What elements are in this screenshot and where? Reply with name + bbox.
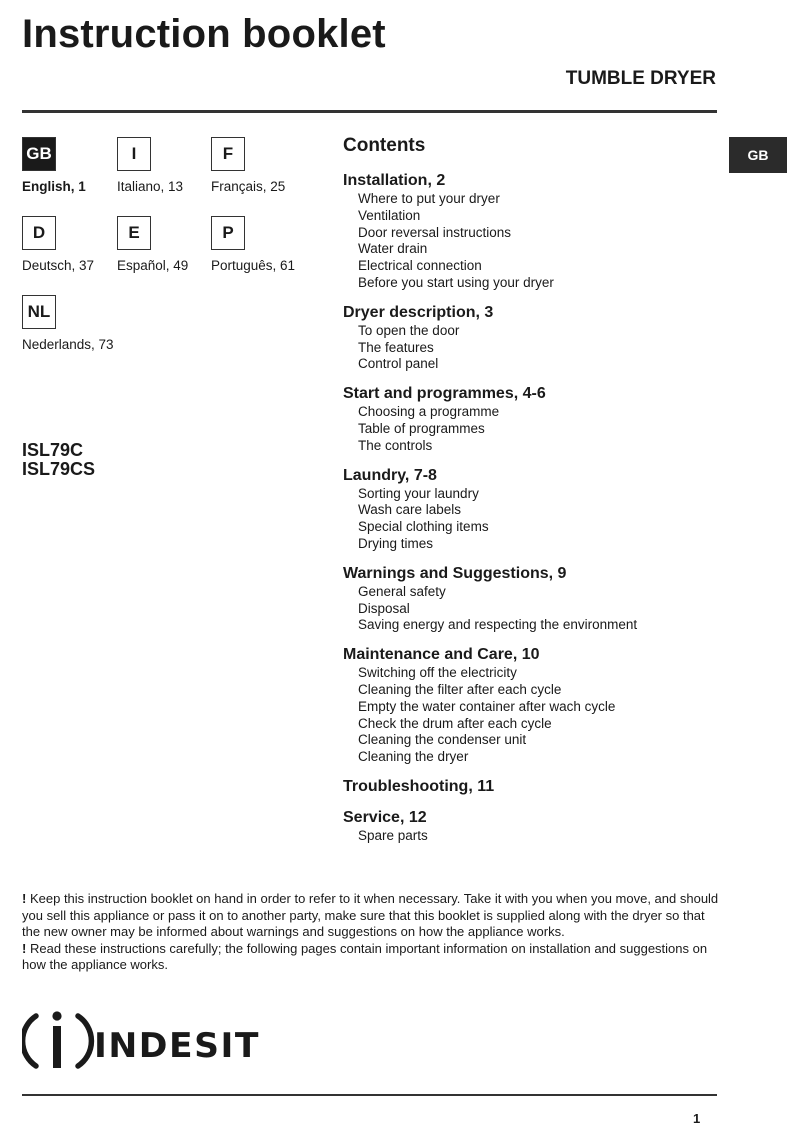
language-caption: English, 1 <box>22 179 86 194</box>
contents-section-title: Troubleshooting, 11 <box>343 777 495 795</box>
contents-item: General safety <box>358 583 446 599</box>
language-code-box: E <box>117 216 151 250</box>
contents-item: The features <box>358 339 434 355</box>
language-fr <box>211 137 285 194</box>
language-it <box>117 137 183 194</box>
contents-item: Where to put your dryer <box>358 191 500 206</box>
contents-section-title: Service, 12 <box>343 808 427 826</box>
contents-item: Saving energy and respecting the environment <box>358 617 638 633</box>
contents-item: Before you start using your dryer <box>358 274 554 290</box>
contents-section <box>343 384 723 454</box>
language-caption: Italiano, 13 <box>117 179 184 194</box>
contents-item: The controls <box>358 437 433 453</box>
model-number: ISL79CS <box>22 459 96 479</box>
language-caption: Français, 25 <box>211 179 286 194</box>
model-numbers <box>22 441 95 479</box>
contents-heading: Contents <box>343 135 426 156</box>
notice-paragraph: ! Read these instructions carefully; the following pages contain important information on installation and suggestions on how the appliance works. <box>22 940 708 973</box>
contents-item: Drying times <box>358 535 434 551</box>
contents-item: Sorting your laundry <box>358 485 479 501</box>
contents-item: Switching off the electricity <box>358 665 517 681</box>
language-caption: Nederlands, 73 <box>22 337 114 352</box>
exclamation-icon: ! <box>22 891 27 906</box>
indesit-logo <box>22 1006 267 1076</box>
contents-item: Special clothing items <box>358 519 489 535</box>
language-gb <box>22 137 86 194</box>
contents-item: Control panel <box>358 356 439 372</box>
contents-section-title: Laundry, 7-8 <box>343 466 437 484</box>
contents-item: To open the door <box>358 322 460 338</box>
contents-item: Door reversal instructions <box>358 224 512 240</box>
contents-item: Ventilation <box>358 207 421 223</box>
contents-section-title: Start and programmes, 4-6 <box>343 385 546 403</box>
notice-text <box>22 891 722 974</box>
contents-section <box>343 171 723 292</box>
indesit-logo-text: INDESIT <box>94 1026 260 1066</box>
contents-item: Spare parts <box>358 827 428 843</box>
language-code-box: GB <box>22 137 56 171</box>
contents-section-title: Warnings and Suggestions, 9 <box>343 564 567 582</box>
contents-section <box>343 303 723 373</box>
bottom-divider <box>22 1094 717 1096</box>
contents-item: Table of programmes <box>358 420 485 436</box>
indesit-logo-icon <box>23 1011 92 1068</box>
contents-section-title: Dryer description, 3 <box>343 303 494 321</box>
document-subtitle: TUMBLE DRYER <box>565 68 716 89</box>
language-code-box: NL <box>22 295 56 329</box>
language-nl <box>22 295 114 352</box>
model-number: ISL79C <box>22 440 84 460</box>
contents-section <box>343 777 723 797</box>
contents-section <box>343 808 723 845</box>
notice-paragraph: ! Keep this instruction booklet on hand in order to refer to it when necessary. Take it with you when you move, and should you sell this appliance or pass it on to another party, make sure that this booklet is supplied along with the dryer so that the new owner may be informed about warnings and suggestions on how the appliance works. <box>22 891 719 940</box>
contents-item: Wash care labels <box>358 502 462 518</box>
language-es <box>117 216 188 273</box>
page-number: 1 <box>693 1111 701 1126</box>
contents-section <box>343 564 723 634</box>
language-code-box: P <box>211 216 245 250</box>
contents-item: Cleaning the dryer <box>358 749 469 765</box>
language-code-box: I <box>117 137 151 171</box>
contents-section-title: Installation, 2 <box>343 172 446 189</box>
language-code-box: D <box>22 216 56 250</box>
language-pt <box>211 216 295 273</box>
contents-item: Empty the water container after wach cycle <box>358 698 616 714</box>
contents-section <box>343 645 723 766</box>
language-de <box>22 216 94 273</box>
contents-section <box>343 466 723 553</box>
document-title: Instruction booklet <box>22 12 386 56</box>
contents-item: Cleaning the filter after each cycle <box>358 681 562 697</box>
contents-item: Disposal <box>358 600 410 616</box>
contents-section-title: Maintenance and Care, 10 <box>343 646 540 664</box>
language-caption: Deutsch, 37 <box>22 258 95 273</box>
contents-item: Cleaning the condenser unit <box>358 732 527 748</box>
contents-item: Water drain <box>358 241 428 257</box>
top-divider <box>22 110 717 113</box>
language-code-box: F <box>211 137 245 171</box>
language-caption: Português, 61 <box>211 258 296 273</box>
contents-item: Choosing a programme <box>358 404 500 420</box>
table-of-contents <box>343 135 723 856</box>
contents-item: Check the drum after each cycle <box>358 715 552 731</box>
exclamation-icon: ! <box>22 940 27 956</box>
language-side-tab: GB <box>729 137 787 173</box>
language-caption: Español, 49 <box>117 258 189 273</box>
contents-item: Electrical connection <box>358 258 482 274</box>
